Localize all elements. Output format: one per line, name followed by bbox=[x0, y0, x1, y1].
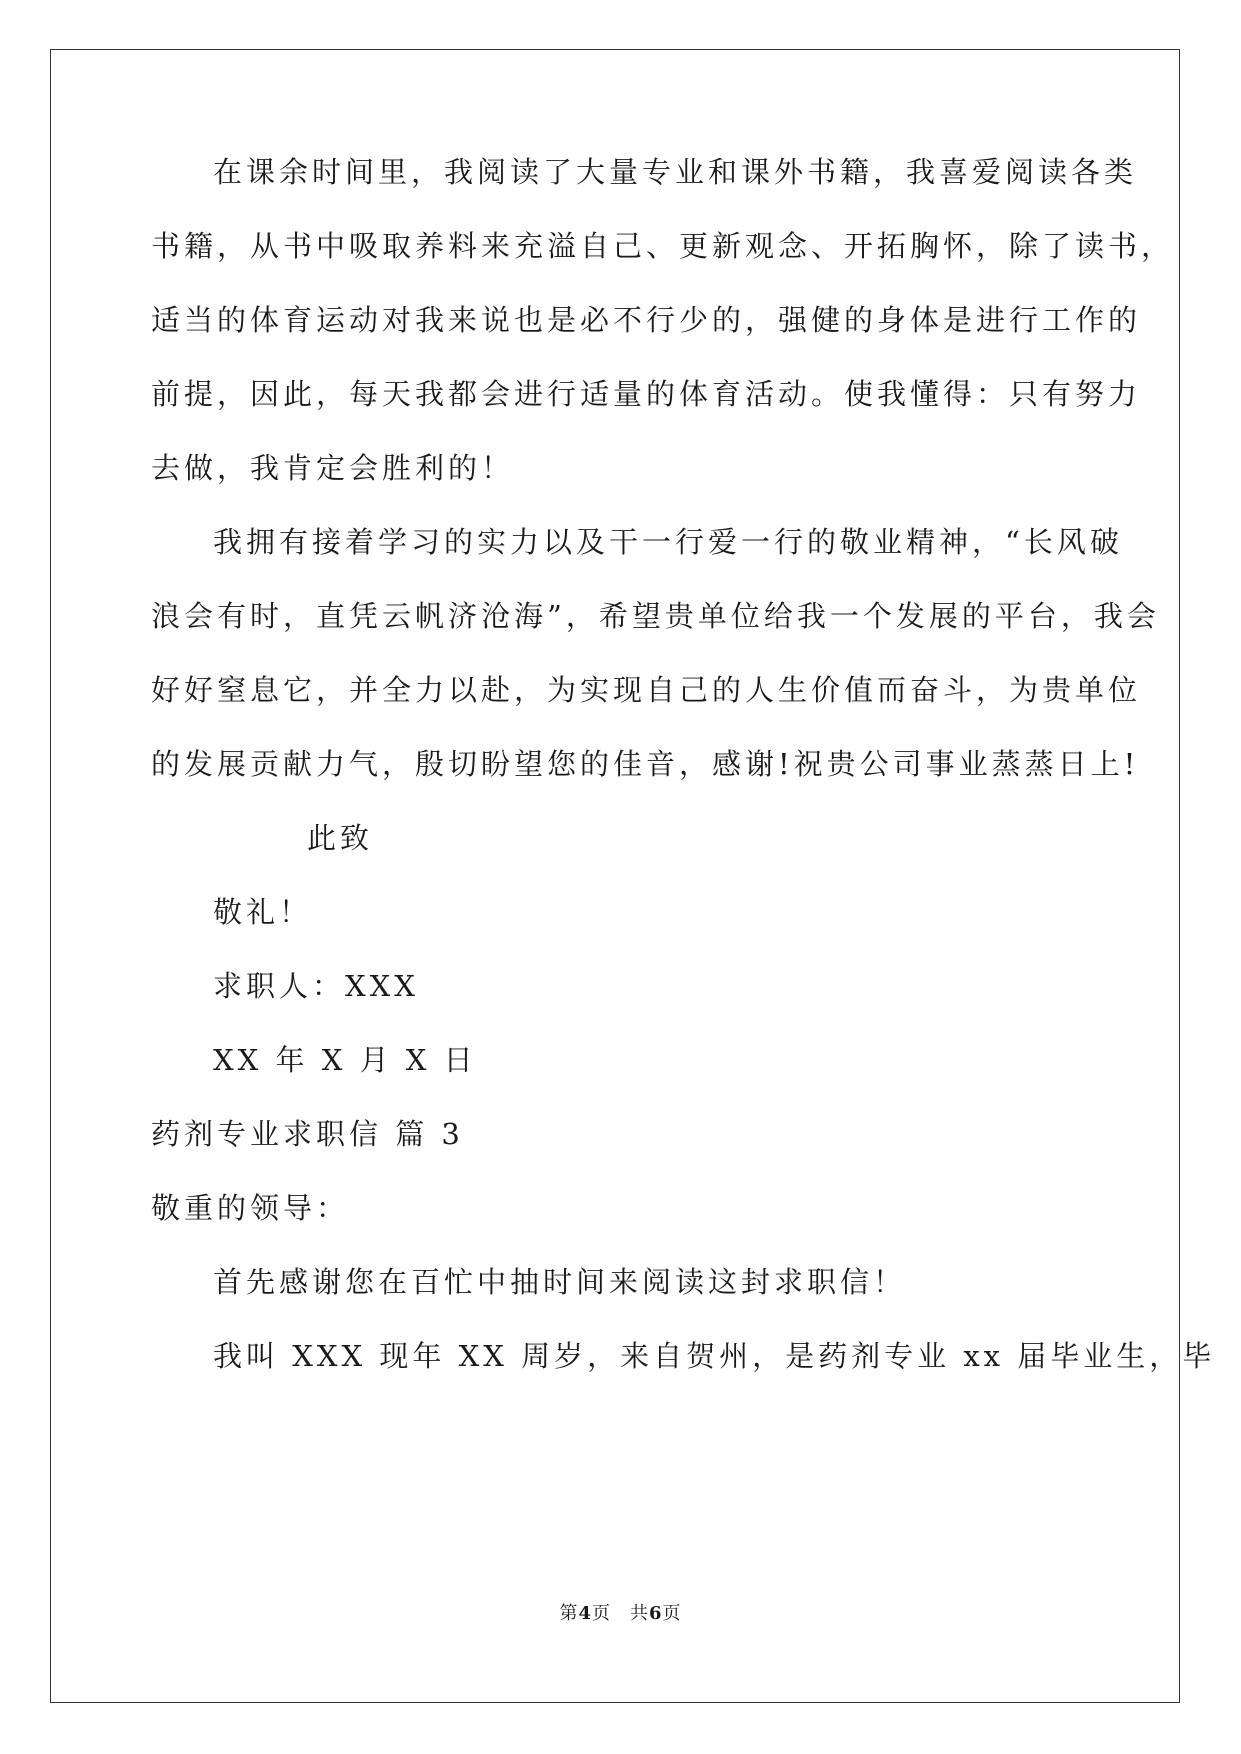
paragraph-line: 的发展贡献力气，殷切盼望您的佳音，感谢!祝贵公司事业蒸蒸日上! bbox=[151, 747, 1140, 781]
paragraph-line: 我拥有接着学习的实力以及干一行爱一行的敬业精神，“长风破 bbox=[213, 525, 1123, 559]
greeting: 敬重的领导： bbox=[151, 1191, 350, 1225]
page-footer bbox=[0, 1602, 1241, 1626]
paragraph-line: 前提，因此，每天我都会进行适量的体育活动。使我懂得：只有努力 bbox=[151, 377, 1142, 411]
closing-regards: 敬礼！ bbox=[213, 895, 313, 929]
current-page-number: 4 bbox=[578, 1603, 592, 1624]
closing-salutation: 此致 bbox=[307, 821, 374, 855]
page-mid: 页 共 bbox=[592, 1603, 649, 1624]
total-page-number: 6 bbox=[649, 1603, 663, 1624]
page-prefix: 第 bbox=[559, 1603, 579, 1624]
paragraph-line: 我叫 XXX 现年 XX 周岁，来自贺州，是药剂专业 xx 届毕业生，毕 bbox=[213, 1339, 1216, 1373]
section-heading: 药剂专业求职信 篇 3 bbox=[151, 1117, 464, 1151]
paragraph-line: 去做，我肯定会胜利的！ bbox=[151, 451, 515, 485]
paragraph-line: 好好窒息它，并全力以赴，为实现自己的人生价值而奋斗，为贵单位 bbox=[151, 673, 1142, 707]
page-suffix: 页 bbox=[662, 1603, 682, 1624]
page-frame bbox=[50, 49, 1180, 1703]
paragraph-line: 适当的体育运动对我来说也是必不行少的，强健的身体是进行工作的 bbox=[151, 303, 1142, 337]
paragraph-line: 在课余时间里，我阅读了大量专业和课外书籍，我喜爱阅读各类 bbox=[213, 155, 1138, 189]
applicant-name: 求职人：XXX bbox=[213, 969, 419, 1003]
letter-date: XX 年 X 月 X 日 bbox=[213, 1043, 477, 1077]
paragraph-line: 浪会有时，直凭云帆济沧海”，希望贵单位给我一个发展的平台，我会 bbox=[151, 599, 1160, 633]
paragraph-line: 首先感谢您在百忙中抽时间来阅读这封求职信！ bbox=[213, 1265, 907, 1299]
paragraph-line: 书籍，从书中吸取养料来充溢自己、更新观念、开拓胸怀，除了读书， bbox=[151, 229, 1175, 263]
